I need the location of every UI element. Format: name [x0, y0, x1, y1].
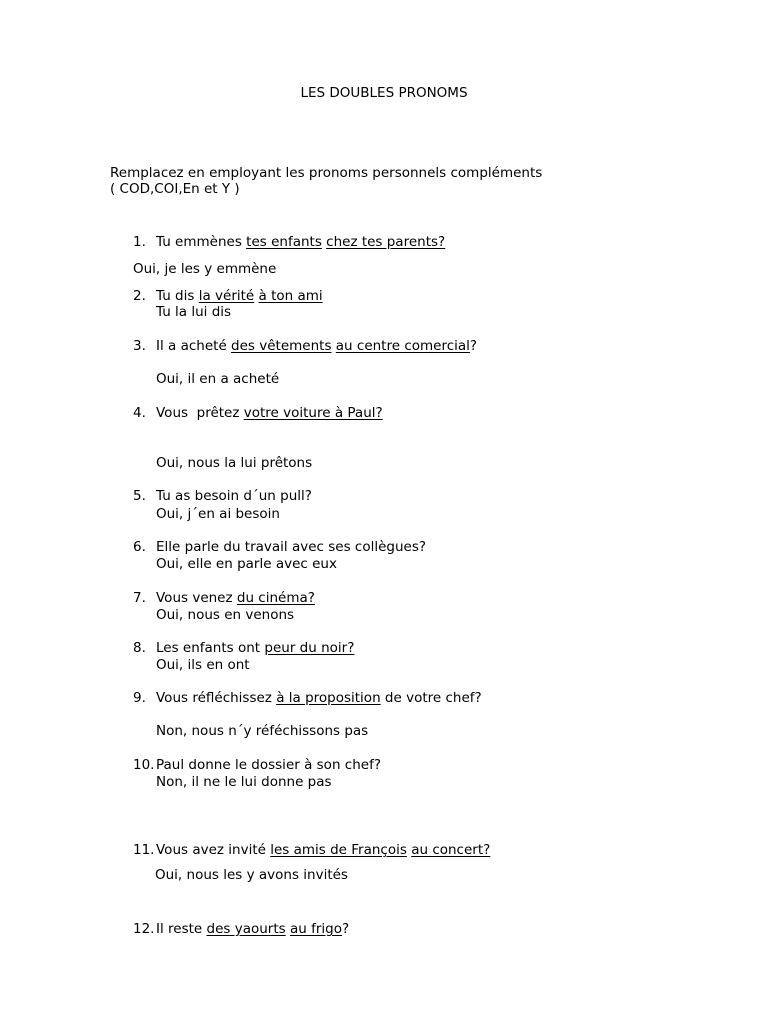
instruction-line-2: ( COD,COI,En et Y ): [110, 181, 240, 197]
underlined-segment: chez tes parents?: [326, 234, 446, 250]
answer-text: Oui, je les y emmène: [133, 261, 277, 277]
question-text: [156, 757, 381, 774]
question-text: [156, 288, 323, 305]
text-segment: Il reste: [156, 921, 207, 937]
underlined-segment: à la proposition: [276, 690, 381, 706]
text-segment: Elle parle du travail avec ses collègues?: [156, 539, 427, 555]
underlined-segment: la vérité: [198, 288, 255, 304]
underlined-segment: les amis de François: [270, 842, 407, 858]
question-text: [156, 539, 426, 556]
instruction-line-1: Remplacez en employant les pronoms personnels compléments: [110, 165, 543, 181]
text-segment: Tu emmènes: [156, 234, 247, 250]
item-number: 8.: [133, 640, 146, 656]
item-number: 4.: [133, 405, 146, 421]
underlined-segment: au concert?: [411, 842, 491, 858]
text-segment: Vous venez: [156, 590, 237, 606]
answer-text: Oui, ils en ont: [156, 657, 250, 673]
item-number: 11.: [133, 842, 155, 858]
answer-text: Non, il ne le lui donne pas: [156, 774, 332, 790]
text-segment: Paul donne le dossier à son chef?: [156, 757, 381, 773]
text-segment: Vous réfléchissez: [156, 690, 277, 706]
underlined-segment: votre voiture à Paul?: [243, 405, 383, 421]
underlined-segment: au centre comercial: [335, 338, 470, 354]
answer-text: Oui, nous en venons: [156, 607, 295, 623]
underlined-segment: peur du noir?: [264, 640, 355, 656]
item-number: 12.: [133, 921, 155, 937]
answer-text: Tu la lui dis: [156, 304, 232, 320]
underlined-segment: des yaourts: [206, 921, 286, 937]
text-segment: Il a acheté: [156, 338, 232, 354]
text-segment: Vous prêtez: [156, 405, 244, 421]
underlined-segment: à ton ami: [258, 288, 323, 304]
item-number: 10.: [133, 757, 155, 773]
answer-text: Oui, nous la lui prêtons: [156, 455, 313, 471]
text-segment: ?: [341, 921, 350, 937]
question-text: [156, 338, 477, 355]
question-text: [156, 842, 490, 859]
answer-text: Non, nous n´y réféchissons pas: [156, 723, 369, 739]
item-number: 1.: [133, 234, 146, 250]
underlined-segment: du cinéma?: [236, 590, 315, 606]
answer-text: Oui, nous les y avons invités: [155, 867, 348, 883]
answer-text: Oui, j´en ai besoin: [156, 506, 280, 522]
question-text: [156, 921, 349, 938]
underlined-segment: au frigo: [289, 921, 342, 937]
underlined-segment: des vêtements: [231, 338, 332, 354]
question-text: [156, 488, 312, 505]
text-segment: Vous avez invité: [156, 842, 271, 858]
question-text: [156, 590, 315, 607]
text-segment: Les enfants ont: [156, 640, 265, 656]
text-segment: Tu dis: [156, 288, 199, 304]
answer-text: Oui, il en a acheté: [156, 371, 280, 387]
item-number: 5.: [133, 488, 146, 504]
item-number: 3.: [133, 338, 146, 354]
page-title: LES DOUBLES PRONOMS: [300, 85, 468, 101]
question-text: [156, 405, 383, 422]
answer-text: Oui, elle en parle avec eux: [156, 556, 337, 572]
question-text: [156, 640, 354, 657]
item-number: 2.: [133, 288, 146, 304]
underlined-segment: tes enfants: [246, 234, 322, 250]
item-number: 7.: [133, 590, 146, 606]
text-segment: de votre chef?: [380, 690, 482, 706]
item-number: 9.: [133, 690, 146, 706]
text-segment: ?: [469, 338, 478, 354]
question-text: [156, 690, 482, 707]
question-text: [156, 234, 445, 251]
item-number: 6.: [133, 539, 146, 555]
text-segment: Tu as besoin d´un pull?: [156, 488, 312, 504]
